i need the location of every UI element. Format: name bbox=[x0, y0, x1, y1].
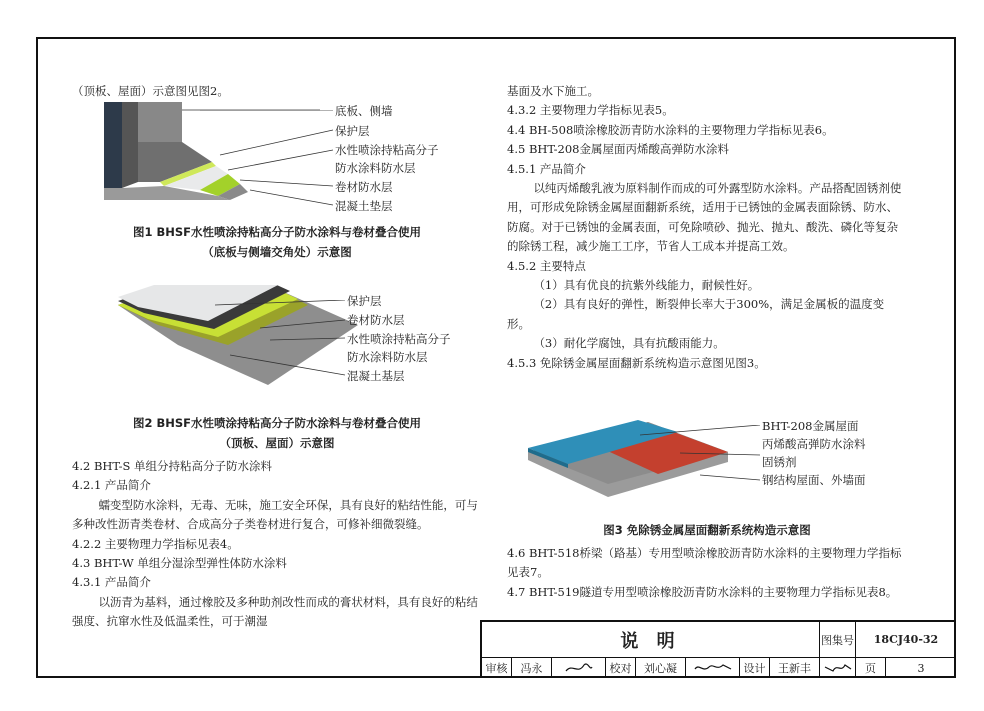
fig3-caption: 图3 免除锈金属屋面翻新系统构造示意图 bbox=[603, 523, 811, 537]
fig2-leader-lines bbox=[215, 300, 349, 380]
fig3-label-3: 固锈剂 bbox=[762, 455, 797, 469]
fig1-label-coating-2: 防水涂料防水层 bbox=[335, 161, 416, 175]
reviewer-signature bbox=[552, 658, 606, 678]
review-label: 审核 bbox=[482, 658, 512, 678]
checker-name: 刘心凝 bbox=[636, 658, 686, 678]
fig2-caption-line1: 图2 BHSF水性喷涂持粘高分子防水涂料与卷材叠合使用 bbox=[132, 416, 422, 430]
section-4-3-1: 4.3.1 产品简介 bbox=[72, 575, 151, 590]
fig2-label-protect: 保护层 bbox=[347, 294, 382, 308]
section-4-5-1-text: 以纯丙烯酸乳液为原料制作而成的可外露型防水涂料。产品搭配固锈剂使用，可形成免除锈金属屋面翻新系统，适用于已锈蚀的金属表面除锈、防水、防腐。对于已锈蚀的金属表面，可免除喷砂、抛光、抛丸、酸洗、磷化等复杂的除锈工程，减少施工工序，节省人工成本并提高工效。 bbox=[507, 181, 902, 254]
fig2-label-membrane: 卷材防水层 bbox=[347, 313, 405, 327]
atlas-number: 18CJ40-32 bbox=[856, 622, 956, 658]
section-4-2: 4.2 BHT-S 单组分持粘高分子防水涂料 bbox=[72, 459, 273, 473]
right-line-0: 基面及水下施工。 bbox=[507, 84, 599, 98]
designer-name: 王新丰 bbox=[770, 658, 820, 678]
right-body bbox=[507, 82, 907, 373]
section-4-5-1: 4.5.1 产品简介 bbox=[507, 161, 586, 176]
section-4-5-3: 4.5.3 免除锈金属屋面翻新系统构造示意图见图3。 bbox=[507, 355, 766, 370]
atlas-label: 图集号 bbox=[820, 622, 856, 658]
feature-1: （1）具有优良的抗紫外线能力，耐候性好。 bbox=[533, 278, 760, 293]
page-number: 3 bbox=[917, 661, 925, 675]
fig1-label-coating-1: 水性喷涂持粘高分子 bbox=[335, 143, 439, 157]
fig3-label-2: 丙烯酸高弹防水涂料 bbox=[762, 437, 866, 451]
section-4-2-1-text: 蠕变型防水涂料，无毒、无味，施工安全环保，具有良好的粘结性能，可与多种改性沥青类卷材、合成高分子类卷材进行复合，可修补细微裂缝。 bbox=[72, 497, 478, 532]
fig1-leader-lines bbox=[200, 110, 336, 210]
section-4-6: 4.6 BHT-518桥梁（路基）专用型喷涂橡胶沥青防水涂料的主要物理力学指标见表7。 bbox=[507, 546, 902, 580]
title-block bbox=[480, 620, 956, 678]
fig1-caption-line1: 图1 BHSF水性喷涂持粘高分子防水涂料与卷材叠合使用 bbox=[132, 225, 422, 239]
fig1-label-protect: 保护层 bbox=[335, 124, 370, 138]
design-label: 设计 bbox=[740, 658, 770, 678]
title-block-title: 说 明 bbox=[482, 622, 820, 658]
designer-signature bbox=[820, 658, 856, 678]
fig3-label-4: 钢结构屋面、外墙面 bbox=[762, 473, 866, 487]
section-4-5-2: 4.5.2 主要特点 bbox=[507, 258, 586, 273]
fig2-label-coating-2: 防水涂料防水层 bbox=[347, 350, 428, 364]
fig2-label-base: 混凝土基层 bbox=[347, 369, 405, 383]
fig1-label-cushion: 混凝土垫层 bbox=[335, 199, 393, 213]
feature-3: （3）耐化学腐蚀，具有抗酸雨能力。 bbox=[533, 336, 725, 351]
section-4-2-2: 4.2.2 主要物理力学指标见表4。 bbox=[72, 536, 239, 551]
check-label: 校对 bbox=[606, 658, 636, 678]
section-4-4: 4.4 BH-508喷涂橡胶沥青防水涂料的主要物理力学指标见表6。 bbox=[507, 122, 834, 137]
fig2-label-coating-1: 水性喷涂持粘高分子 bbox=[347, 332, 451, 346]
left-body bbox=[72, 457, 482, 632]
reviewer-name: 冯永 bbox=[512, 658, 552, 678]
fig2-caption-line2: （顶板、屋面）示意图 bbox=[219, 436, 335, 450]
fig3-leader-lines bbox=[640, 425, 762, 485]
fig1-label-membrane: 卷材防水层 bbox=[335, 180, 393, 194]
fig1-caption-line2: （底板与侧墙交角处）示意图 bbox=[202, 245, 352, 259]
page-label: 页 bbox=[856, 658, 886, 678]
section-4-5: 4.5 BHT-208金属屋面丙烯酸高弹防水涂料 bbox=[507, 142, 729, 157]
section-4-2-1: 4.2.1 产品简介 bbox=[72, 478, 151, 493]
section-4-7: 4.7 BHT-519隧道专用型喷涂橡胶沥青防水涂料的主要物理力学指标见表8。 bbox=[507, 584, 898, 599]
fig1-label-wall: 底板、侧墙 bbox=[335, 104, 393, 118]
feature-2: （2）具有良好的弹性，断裂伸长率大于300%，满足金属板的温度变形。 bbox=[507, 297, 885, 331]
section-4-3-1-text: 以沥青为基料，通过橡胶及多种助剂改性而成的膏状材料，具有良好的粘结强度、抗窜水性及低温柔性，可于潮湿 bbox=[72, 594, 478, 629]
section-4-3-2: 4.3.2 主要物理力学指标见表5。 bbox=[507, 103, 674, 118]
checker-signature bbox=[686, 658, 740, 678]
left-column bbox=[72, 82, 482, 101]
section-4-3: 4.3 BHT-W 单组分湿涂型弹性体防水涂料 bbox=[72, 556, 287, 571]
right-tail bbox=[507, 544, 907, 602]
intro-line: （顶板、屋面）示意图见图2。 bbox=[72, 84, 229, 98]
fig3-label-1: BHT-208金属屋面 bbox=[762, 419, 859, 433]
